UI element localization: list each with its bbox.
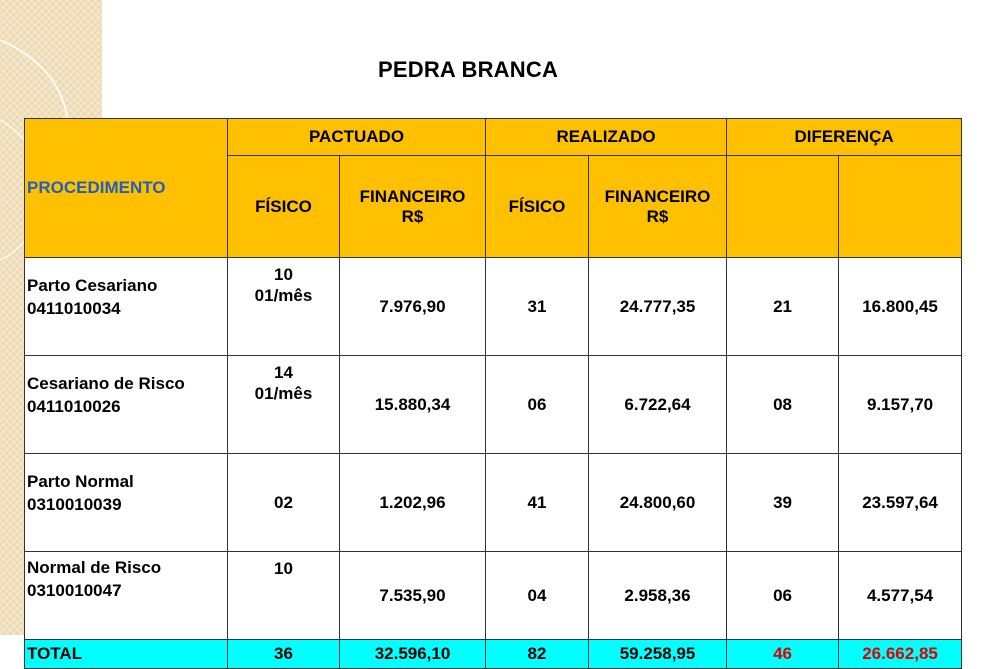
realizado-fisico-cell: 31: [486, 258, 589, 356]
header-procedimento: PROCEDIMENTO: [25, 119, 228, 258]
total-diferenca-financeiro: 26.662,85: [839, 640, 962, 669]
header-realizado-financeiro: FINANCEIRO R$: [589, 156, 727, 258]
pactuado-financeiro-cell: 1.202,96: [340, 454, 486, 552]
total-pactuado-fisico: 36: [228, 640, 340, 669]
realizado-financeiro-cell: 2.958,36: [589, 552, 727, 640]
table-row: [25, 552, 962, 640]
table-row: [25, 258, 962, 356]
header-pactuado-financeiro: FINANCEIRO R$: [340, 156, 486, 258]
diferenca-fisico-cell: 06: [727, 552, 839, 640]
header-realizado: REALIZADO: [486, 119, 727, 156]
total-realizado-fisico: 82: [486, 640, 589, 669]
realizado-fisico-cell: 41: [486, 454, 589, 552]
pactuado-financeiro-cell: 7.535,90: [340, 552, 486, 640]
table-row: [25, 356, 962, 454]
procedure-name: Normal de Risco 0310010047: [25, 552, 228, 640]
procedure-name: Parto Normal 0310010039: [25, 454, 228, 552]
header-pactuado-fisico: FÍSICO: [228, 156, 340, 258]
header-pactuado: PACTUADO: [228, 119, 486, 156]
diferenca-financeiro-cell: 16.800,45: [839, 258, 962, 356]
comparison-table: [24, 118, 962, 669]
header-diferenca: DIFERENÇA: [727, 119, 962, 156]
realizado-fisico-cell: 04: [486, 552, 589, 640]
diferenca-financeiro-cell: 23.597,64: [839, 454, 962, 552]
page-title: PEDRA BRANCA: [378, 57, 559, 82]
table-row: [25, 454, 962, 552]
total-diferenca-fisico: 46: [727, 640, 839, 669]
realizado-financeiro-cell: 24.777,35: [589, 258, 727, 356]
pactuado-financeiro-cell: 7.976,90: [340, 258, 486, 356]
diferenca-fisico-cell: 08: [727, 356, 839, 454]
total-realizado-financeiro: 59.258,95: [589, 640, 727, 669]
procedure-name: Cesariano de Risco 0411010026: [25, 356, 228, 454]
total-pactuado-financeiro: 32.596,10: [340, 640, 486, 669]
realizado-fisico-cell: 06: [486, 356, 589, 454]
diferenca-financeiro-cell: 4.577,54: [839, 552, 962, 640]
diferenca-fisico-cell: 21: [727, 258, 839, 356]
pactuado-financeiro-cell: 15.880,34: [340, 356, 486, 454]
realizado-financeiro-cell: 24.800,60: [589, 454, 727, 552]
pactuado-fisico-cell: 02: [228, 454, 340, 552]
pactuado-fisico-cell: 10: [228, 552, 340, 640]
pactuado-fisico-cell: 14 01/mês: [228, 356, 340, 454]
total-row: [25, 640, 962, 669]
pactuado-fisico-cell: 10 01/mês: [228, 258, 340, 356]
header-diferenca-financeiro-empty: [839, 156, 962, 258]
procedure-name: Parto Cesariano 0411010034: [25, 258, 228, 356]
diferenca-financeiro-cell: 9.157,70: [839, 356, 962, 454]
header-diferenca-fisico-empty: [727, 156, 839, 258]
total-label: TOTAL: [25, 640, 228, 669]
diferenca-fisico-cell: 39: [727, 454, 839, 552]
realizado-financeiro-cell: 6.722,64: [589, 356, 727, 454]
header-realizado-fisico: FÍSICO: [486, 156, 589, 258]
